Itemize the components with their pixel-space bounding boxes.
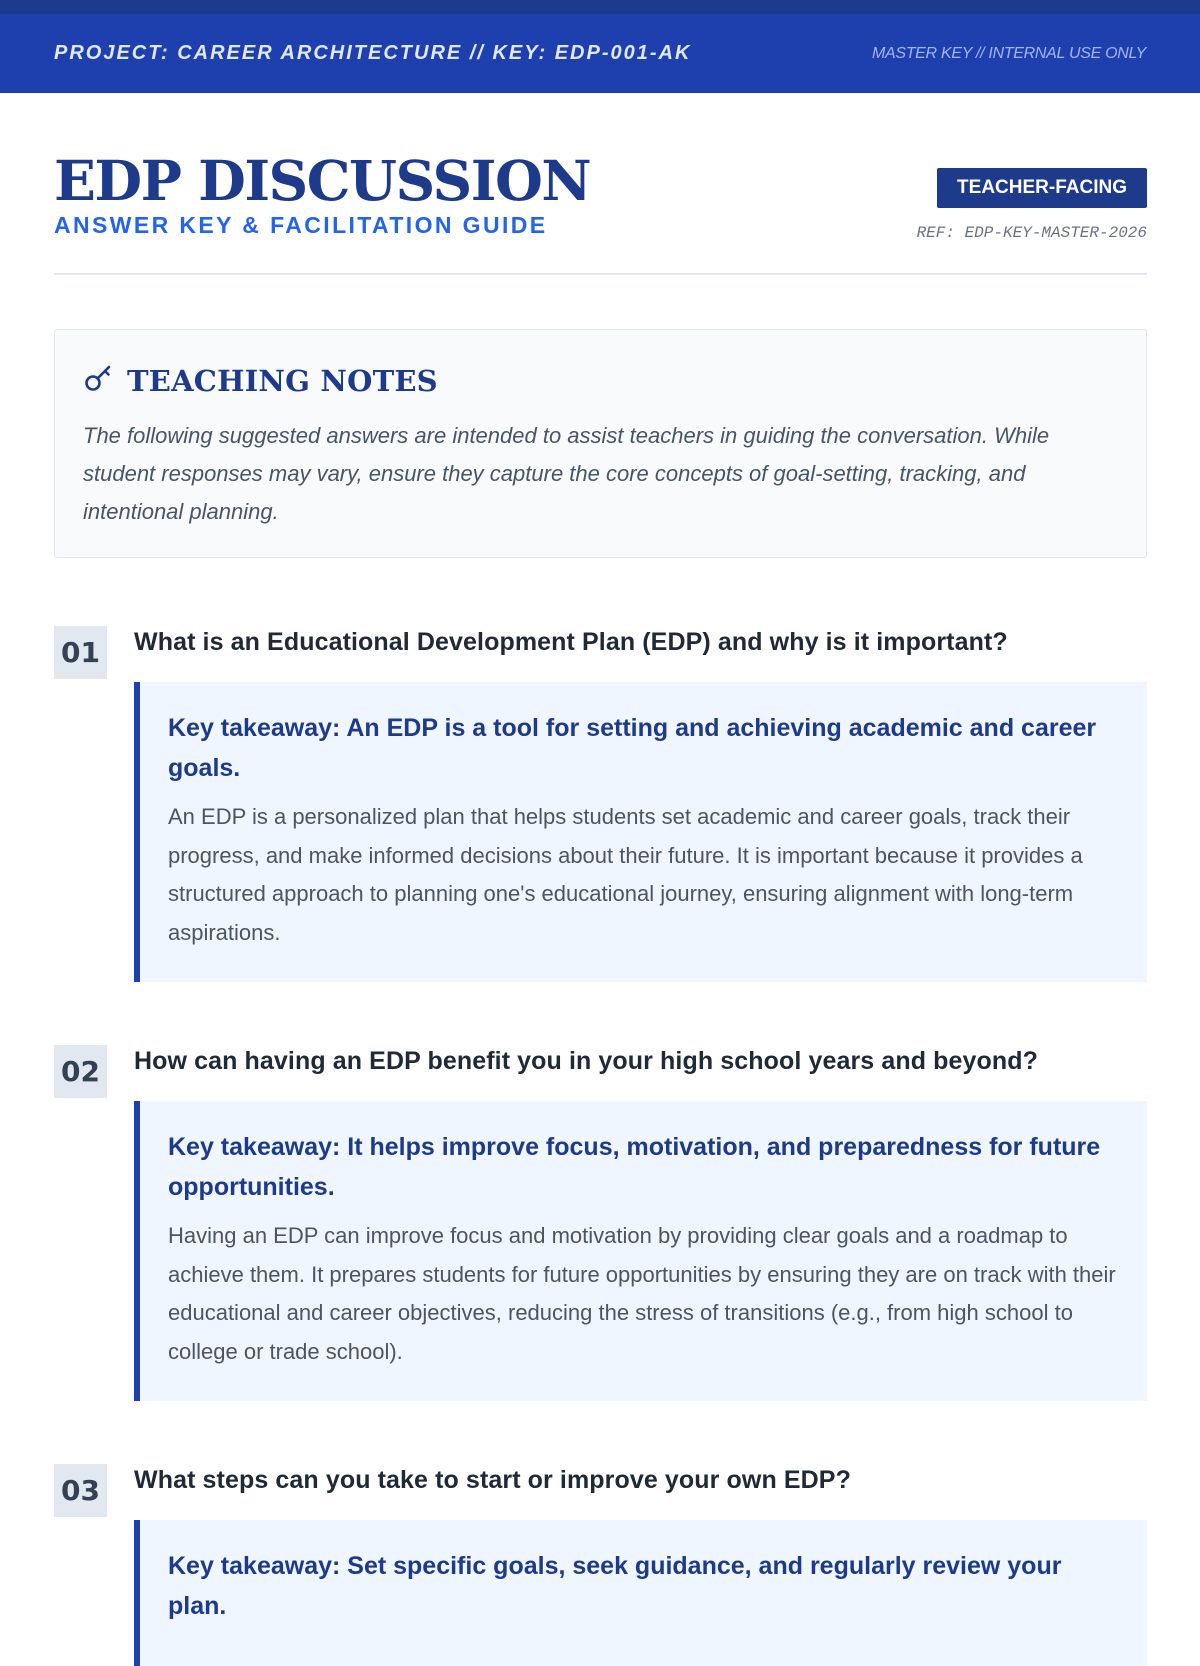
key-takeaway: Key takeaway: An EDP is a tool for setting and achieving academic and career goals. [168,714,1097,782]
reference-code: REF: EDP-KEY-MASTER-2026 [916,224,1147,242]
question-number: 01 [54,626,107,679]
answer-block [134,682,1147,982]
header-divider [54,273,1147,275]
audience-badge: TEACHER-FACING [937,168,1147,208]
top-banner [0,14,1200,93]
question-number: 03 [54,1464,107,1517]
answer-block [134,1520,1147,1666]
access-label: MASTER KEY // INTERNAL USE ONLY [871,44,1146,62]
answer-block [134,1101,1147,1401]
page-header [54,148,1147,242]
key-icon [83,362,115,399]
question-number: 02 [54,1045,107,1098]
page-title: EDP DISCUSSION [54,148,591,213]
question-text: What steps can you take to start or improve your own EDP? [134,1466,851,1494]
key-takeaway: Key takeaway: It helps improve focus, motivation, and preparedness for future opportunities. [168,1133,1101,1201]
key-takeaway: Key takeaway: Set specific goals, seek guidance, and regularly review your plan. [168,1552,1062,1620]
teaching-notes-panel [54,329,1147,558]
question-text: What is an Educational Development Plan (EDP) and why is it important? [134,628,1008,656]
top-accent-strip [0,0,1200,14]
page-subtitle: ANSWER KEY & FACILITATION GUIDE [54,212,548,238]
answer-text: An EDP is a personalized plan that helps students set academic and career goals, track their progress, and make informed decisions about their future. It is important because it provides a structured approach to planning one's educational journey, ensuring alignment with long-term aspirations. [168,804,1083,945]
teaching-notes-title: TEACHING NOTES [127,363,438,398]
project-key-label: PROJECT: CAREER ARCHITECTURE // KEY: EDP-001-AK [54,42,692,64]
teaching-notes-header [83,362,1118,399]
teaching-notes-body: The following suggested answers are intended to assist teachers in guiding the conversation. While student responses may vary, ensure they capture the core concepts of goal-setting, tracking, and intentional planning. [83,423,1050,524]
answer-text: Having an EDP can improve focus and motivation by providing clear goals and a roadmap to achieve them. It prepares students for future opportunities by ensuring they are on track with their educational and career objectives, reducing the stress of transitions (e.g., from high school to college or trade school). [168,1223,1116,1364]
question-text: How can having an EDP benefit you in your high school years and beyond? [134,1047,1038,1075]
